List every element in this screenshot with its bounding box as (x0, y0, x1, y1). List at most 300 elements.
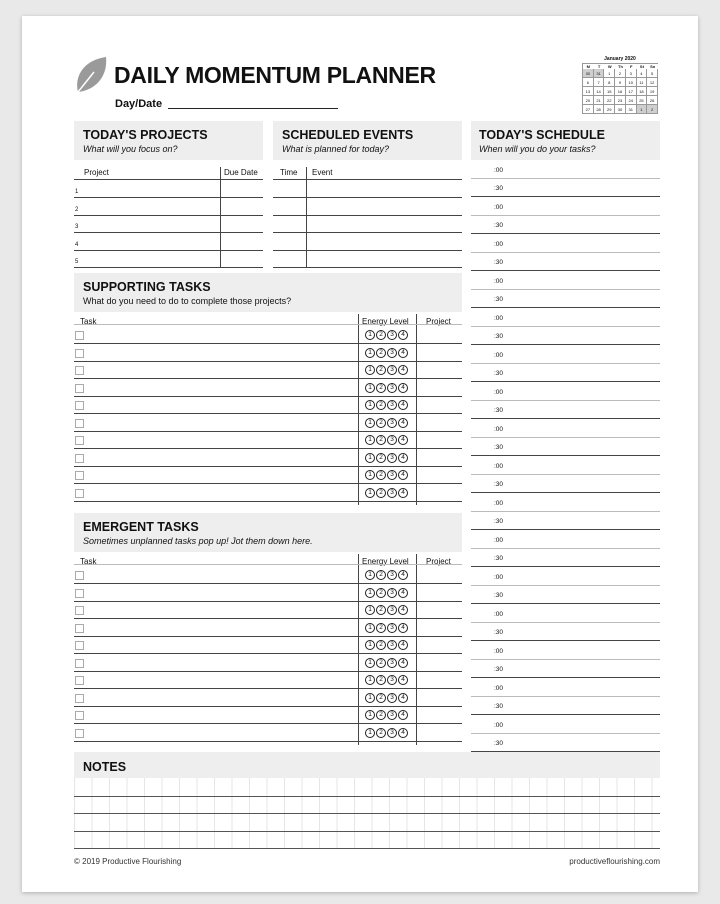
energy-level-option[interactable]: 2 (376, 623, 386, 633)
emergent-task-row[interactable] (74, 671, 462, 672)
schedule-header (471, 121, 660, 160)
emergent-task-row[interactable] (74, 636, 462, 637)
schedule-slot[interactable] (471, 733, 660, 734)
calendar-weekday: Th (618, 64, 623, 69)
energy-level-option[interactable]: 4 (398, 365, 408, 375)
schedule-slot-label: :00 (494, 648, 504, 655)
energy-level-option[interactable]: 3 (387, 400, 397, 410)
emergent-col-project: Project (426, 557, 451, 566)
energy-level-option[interactable]: 3 (387, 675, 397, 685)
energy-level-option[interactable]: 4 (398, 330, 408, 340)
project-row[interactable] (74, 267, 263, 268)
events-heading: SCHEDULED EVENTS (282, 128, 414, 142)
energy-level-selector[interactable] (365, 383, 408, 393)
energy-level-option[interactable]: 1 (365, 623, 375, 633)
emergent-col-task: Task (80, 557, 97, 566)
emergent-task-row[interactable] (74, 688, 462, 689)
notes-header (74, 752, 660, 778)
calendar-day: 30 (583, 69, 594, 78)
calendar-day: 12 (647, 78, 658, 87)
projects-header-line (74, 179, 263, 180)
energy-level-option[interactable]: 2 (376, 435, 386, 445)
emergent-task-row[interactable] (74, 583, 462, 584)
project-row[interactable] (74, 250, 263, 251)
calendar-day: 15 (604, 87, 615, 96)
emergent-task-checkbox[interactable] (75, 589, 84, 598)
project-row-number: 4 (75, 241, 79, 248)
schedule-slot[interactable] (471, 529, 660, 530)
supporting-task-checkbox[interactable] (75, 489, 84, 498)
project-row-number: 5 (75, 259, 79, 265)
emergent-task-row[interactable] (74, 706, 462, 707)
energy-level-option[interactable]: 2 (376, 693, 386, 703)
footer-website: productiveflourishing.com (569, 857, 660, 866)
col-project: Project (84, 168, 109, 177)
emergent-task-checkbox[interactable] (75, 659, 84, 668)
emergent-task-checkbox[interactable] (75, 711, 84, 720)
calendar-day: 17 (626, 87, 637, 96)
emergent-heading: EMERGENT TASKS (83, 520, 199, 534)
energy-level-option[interactable]: 1 (365, 488, 375, 498)
schedule-slot[interactable] (471, 474, 660, 475)
energy-level-option[interactable]: 2 (376, 710, 386, 720)
energy-level-option[interactable]: 4 (398, 453, 408, 463)
calendar-day: 5 (647, 69, 658, 78)
schedule-slot[interactable] (471, 289, 660, 290)
calendar-day: 24 (626, 96, 637, 105)
energy-level-option[interactable]: 1 (365, 383, 375, 393)
energy-level-option[interactable]: 1 (365, 348, 375, 358)
calendar-day: 3 (626, 69, 637, 78)
energy-level-option[interactable]: 3 (387, 693, 397, 703)
projects-header (74, 121, 263, 160)
energy-level-selector[interactable] (365, 658, 408, 668)
emergent-task-checkbox[interactable] (75, 641, 84, 650)
schedule-slot[interactable] (471, 418, 660, 419)
supporting-task-row[interactable] (74, 378, 462, 379)
energy-level-option[interactable]: 4 (398, 710, 408, 720)
calendar-day: 1 (604, 69, 615, 78)
emergent-col-energy: Energy Level (362, 557, 409, 566)
supporting-task-checkbox[interactable] (75, 436, 84, 445)
calendar-day: 25 (637, 96, 648, 105)
supporting-task-row[interactable] (74, 343, 462, 344)
supporting-col-task: Task (80, 317, 97, 326)
project-row-number: 3 (75, 224, 79, 230)
calendar-weekday: M (586, 64, 591, 69)
schedule-slot[interactable] (471, 603, 660, 604)
calendar-day: 11 (637, 78, 648, 87)
emergent-header (74, 513, 462, 552)
supporting-col-energy: Energy Level (362, 317, 409, 326)
projects-heading: TODAY'S PROJECTS (83, 128, 208, 142)
calendar-day: 14 (594, 87, 605, 96)
calendar-day: 2 (647, 105, 658, 114)
supporting-task-checkbox[interactable] (75, 349, 84, 358)
energy-level-option[interactable]: 4 (398, 488, 408, 498)
project-row[interactable] (74, 197, 263, 198)
energy-level-option[interactable]: 2 (376, 348, 386, 358)
schedule-slot-label: :30 (494, 628, 504, 636)
schedule-slot[interactable] (471, 585, 660, 586)
supporting-heading: SUPPORTING TASKS (83, 280, 211, 294)
energy-level-option[interactable]: 1 (365, 658, 375, 668)
energy-level-option[interactable]: 3 (387, 588, 397, 598)
schedule-slot[interactable] (471, 437, 660, 438)
event-row[interactable] (273, 267, 462, 268)
schedule-slot[interactable] (471, 178, 660, 179)
energy-level-option[interactable]: 1 (365, 605, 375, 615)
schedule-slot-label: :00 (494, 204, 504, 211)
energy-level-selector[interactable] (365, 418, 408, 428)
energy-level-option[interactable]: 4 (398, 348, 408, 358)
supporting-task-row[interactable] (74, 483, 462, 484)
footer-copyright: © 2019 Productive Flourishing (74, 857, 182, 866)
calendar-day: 23 (615, 96, 626, 105)
energy-level-selector[interactable] (365, 588, 408, 598)
event-row[interactable] (273, 232, 462, 233)
supporting-task-checkbox[interactable] (75, 471, 84, 480)
supporting-subheading: What do you need to do to complete those projects? (83, 296, 292, 306)
energy-level-option[interactable]: 1 (365, 693, 375, 703)
col-due-date: Due Date (224, 168, 258, 177)
energy-level-selector[interactable] (365, 710, 408, 720)
energy-level-option[interactable]: 2 (376, 640, 386, 650)
emergent-task-checkbox[interactable] (75, 694, 84, 703)
energy-level-option[interactable]: 2 (376, 658, 386, 668)
schedule-slot[interactable] (471, 400, 660, 401)
calendar-day: 27 (583, 105, 594, 114)
energy-level-option[interactable]: 1 (365, 640, 375, 650)
energy-level-selector[interactable] (365, 365, 408, 375)
calendar-day: 7 (594, 78, 605, 87)
emergent-task-row[interactable] (74, 618, 462, 619)
energy-level-option[interactable]: 4 (398, 640, 408, 650)
energy-level-option[interactable]: 3 (387, 418, 397, 428)
schedule-slot-label: :00 (494, 463, 504, 470)
events-header-line (273, 179, 462, 180)
schedule-slot-label: :00 (494, 611, 504, 618)
events-subheading: What is planned for today? (282, 144, 390, 154)
energy-level-selector[interactable] (365, 330, 408, 340)
energy-level-option[interactable]: 1 (365, 330, 375, 340)
schedule-slot[interactable] (471, 492, 660, 493)
schedule-slot-label: :30 (494, 480, 504, 488)
notes-line (74, 831, 660, 832)
calendar-day: 10 (626, 78, 637, 87)
energy-level-option[interactable]: 3 (387, 728, 397, 738)
supporting-task-row[interactable] (74, 413, 462, 414)
energy-level-option[interactable]: 3 (387, 710, 397, 720)
energy-level-option[interactable]: 3 (387, 605, 397, 615)
supporting-task-row[interactable] (74, 396, 462, 397)
notes-heading: NOTES (83, 760, 127, 774)
energy-level-option[interactable]: 3 (387, 623, 397, 633)
emergent-task-checkbox[interactable] (75, 606, 84, 615)
energy-level-option[interactable]: 3 (387, 488, 397, 498)
col-event: Event (312, 168, 333, 177)
schedule-slot[interactable] (471, 270, 660, 271)
schedule-slot-label: :00 (494, 426, 504, 433)
calendar-weekday: W (607, 64, 612, 69)
energy-level-option[interactable]: 1 (365, 675, 375, 685)
leaf-icon (72, 54, 110, 96)
energy-level-option[interactable]: 4 (398, 435, 408, 445)
schedule-slot-label: :30 (494, 517, 504, 525)
emergent-task-row[interactable] (74, 723, 462, 724)
schedule-slot-label: :00 (494, 537, 504, 544)
schedule-slot[interactable] (471, 233, 660, 234)
schedule-slot-label: :30 (494, 332, 504, 340)
calendar-weekday: Sn (650, 64, 656, 69)
energy-level-option[interactable]: 2 (376, 453, 386, 463)
schedule-slot[interactable] (471, 566, 660, 567)
energy-level-selector[interactable] (365, 728, 408, 738)
energy-level-option[interactable]: 1 (365, 400, 375, 410)
calendar-weekday: F (629, 64, 633, 69)
event-row[interactable] (273, 197, 462, 198)
schedule-slot[interactable] (471, 659, 660, 660)
supporting-task-checkbox[interactable] (75, 419, 84, 428)
energy-level-selector[interactable] (365, 400, 408, 410)
schedule-slot[interactable] (471, 511, 660, 512)
energy-level-option[interactable]: 4 (398, 675, 408, 685)
calendar-weekday: T (597, 64, 601, 69)
energy-level-selector[interactable] (365, 675, 408, 685)
day-date-field[interactable] (168, 108, 338, 109)
calendar-day: 21 (594, 96, 605, 105)
supporting-task-row[interactable] (74, 448, 462, 449)
energy-level-selector[interactable] (365, 605, 408, 615)
energy-level-selector[interactable] (365, 693, 408, 703)
energy-level-option[interactable]: 1 (365, 728, 375, 738)
supporting-task-row[interactable] (74, 501, 462, 502)
energy-level-option[interactable]: 2 (376, 400, 386, 410)
energy-level-option[interactable]: 3 (387, 570, 397, 580)
energy-level-selector[interactable] (365, 348, 408, 358)
mini-calendar (582, 56, 658, 114)
energy-level-option[interactable]: 3 (387, 658, 397, 668)
schedule-slot[interactable] (471, 548, 660, 549)
energy-level-option[interactable]: 2 (376, 728, 386, 738)
supporting-task-row[interactable] (74, 466, 462, 467)
event-row[interactable] (273, 215, 462, 216)
project-row-number: 1 (75, 189, 79, 195)
project-row[interactable] (74, 215, 263, 216)
energy-level-selector[interactable] (365, 453, 408, 463)
energy-level-option[interactable]: 4 (398, 588, 408, 598)
energy-level-option[interactable]: 4 (398, 693, 408, 703)
energy-level-option[interactable]: 4 (398, 605, 408, 615)
energy-level-option[interactable]: 2 (376, 383, 386, 393)
calendar-day: 28 (594, 105, 605, 114)
schedule-slot-label: :30 (494, 295, 504, 303)
schedule-slot[interactable] (471, 363, 660, 364)
energy-level-option[interactable]: 4 (398, 658, 408, 668)
calendar-title: January 2020 (604, 56, 636, 62)
emergent-task-checkbox[interactable] (75, 624, 84, 633)
project-row[interactable] (74, 232, 263, 233)
energy-level-option[interactable]: 3 (387, 640, 397, 650)
schedule-slot-label: :00 (494, 241, 504, 248)
calendar-day: 18 (637, 87, 648, 96)
calendar-day: 9 (615, 78, 626, 87)
schedule-slot-label: :30 (494, 665, 504, 673)
energy-level-option[interactable]: 2 (376, 588, 386, 598)
events-header (273, 121, 462, 160)
schedule-slot-label: :00 (494, 389, 504, 396)
supporting-task-row[interactable] (74, 431, 462, 432)
calendar-day: 30 (615, 105, 626, 114)
energy-level-option[interactable]: 4 (398, 728, 408, 738)
emergent-task-row[interactable] (74, 653, 462, 654)
supporting-task-checkbox[interactable] (75, 331, 84, 340)
energy-level-option[interactable]: 2 (376, 418, 386, 428)
calendar-grid (582, 63, 658, 114)
energy-level-selector[interactable] (365, 488, 408, 498)
calendar-day: 19 (647, 87, 658, 96)
energy-level-option[interactable]: 3 (387, 330, 397, 340)
schedule-slot-label: :30 (494, 554, 504, 562)
schedule-slot[interactable] (471, 326, 660, 327)
supporting-task-row[interactable] (74, 361, 462, 362)
projects-subheading: What will you focus on? (83, 144, 178, 154)
energy-level-option[interactable]: 1 (365, 588, 375, 598)
energy-level-option[interactable]: 4 (398, 570, 408, 580)
energy-level-option[interactable]: 3 (387, 348, 397, 358)
supporting-header (74, 273, 462, 312)
notes-line (74, 796, 660, 797)
emergent-task-header-line (74, 564, 462, 565)
energy-level-option[interactable]: 2 (376, 488, 386, 498)
energy-level-option[interactable]: 3 (387, 383, 397, 393)
events-divider (306, 167, 307, 268)
col-time: Time (280, 168, 298, 177)
schedule-subheading: When will you do your tasks? (479, 144, 596, 154)
day-date-label: Day/Date (115, 98, 163, 110)
schedule-slot-label: :30 (494, 591, 504, 599)
schedule-slot[interactable] (471, 252, 660, 253)
energy-level-option[interactable]: 1 (365, 570, 375, 580)
calendar-day: 13 (583, 87, 594, 96)
calendar-day: 1 (637, 105, 648, 114)
schedule-slot-label: :00 (494, 352, 504, 359)
energy-level-selector[interactable] (365, 470, 408, 480)
energy-level-option[interactable]: 4 (398, 400, 408, 410)
calendar-day: 31 (594, 69, 605, 78)
schedule-slot[interactable] (471, 455, 660, 456)
project-row-number: 2 (75, 206, 79, 213)
schedule-slot[interactable] (471, 307, 660, 308)
schedule-slot[interactable] (471, 344, 660, 345)
energy-level-option[interactable]: 1 (365, 453, 375, 463)
energy-level-option[interactable]: 1 (365, 710, 375, 720)
calendar-day: 31 (626, 105, 637, 114)
schedule-slot-label: :00 (494, 167, 504, 174)
schedule-slot-label: :00 (494, 722, 504, 729)
energy-level-option[interactable]: 3 (387, 365, 397, 375)
schedule-slot[interactable] (471, 714, 660, 715)
emergent-task-checkbox[interactable] (75, 729, 84, 738)
energy-level-option[interactable]: 4 (398, 470, 408, 480)
calendar-day: 2 (615, 69, 626, 78)
calendar-day: 26 (647, 96, 658, 105)
supporting-task-header-line (74, 324, 462, 325)
calendar-day: 22 (604, 96, 615, 105)
energy-level-option[interactable]: 1 (365, 435, 375, 445)
schedule-slot-label: :00 (494, 574, 504, 581)
emergent-task-checkbox[interactable] (75, 676, 84, 685)
supporting-task-checkbox[interactable] (75, 454, 84, 463)
energy-level-option[interactable]: 2 (376, 470, 386, 480)
projects-divider (220, 167, 221, 268)
schedule-slot-label: :30 (494, 406, 504, 414)
energy-level-option[interactable]: 3 (387, 453, 397, 463)
schedule-slot-label: :30 (494, 258, 504, 266)
supporting-task-checkbox[interactable] (75, 384, 84, 393)
energy-level-option[interactable]: 4 (398, 623, 408, 633)
emergent-task-checkbox[interactable] (75, 571, 84, 580)
calendar-day: 16 (615, 87, 626, 96)
energy-level-option[interactable]: 3 (387, 435, 397, 445)
energy-level-selector[interactable] (365, 435, 408, 445)
schedule-slot[interactable] (471, 677, 660, 678)
energy-level-option[interactable]: 3 (387, 470, 397, 480)
emergent-task-row[interactable] (74, 741, 462, 742)
emergent-task-row[interactable] (74, 601, 462, 602)
energy-level-option[interactable]: 1 (365, 418, 375, 428)
energy-level-option[interactable]: 2 (376, 675, 386, 685)
calendar-day: 20 (583, 96, 594, 105)
energy-level-option[interactable]: 4 (398, 418, 408, 428)
schedule-slot-label: :00 (494, 685, 504, 692)
schedule-slot[interactable] (471, 696, 660, 697)
supporting-col-project: Project (426, 317, 451, 326)
energy-level-option[interactable]: 2 (376, 365, 386, 375)
energy-level-option[interactable]: 2 (376, 605, 386, 615)
calendar-weekday: St (639, 64, 644, 69)
energy-level-selector[interactable] (365, 640, 408, 650)
notes-line (74, 813, 660, 814)
event-row[interactable] (273, 250, 462, 251)
page-title: DAILY MOMENTUM PLANNER (114, 62, 436, 88)
supporting-task-checkbox[interactable] (75, 401, 84, 410)
schedule-slot-label: :00 (494, 500, 504, 507)
schedule-slot-label: :00 (494, 315, 504, 322)
schedule-slot-label: :30 (494, 369, 504, 377)
energy-level-option[interactable]: 2 (376, 570, 386, 580)
schedule-slot[interactable] (471, 381, 660, 382)
schedule-slot-label: :00 (494, 278, 504, 285)
schedule-slot-label: :30 (494, 443, 504, 451)
energy-level-option[interactable]: 1 (365, 365, 375, 375)
schedule-slot-label: :30 (494, 702, 504, 710)
schedule-slot[interactable] (471, 640, 660, 641)
schedule-slot[interactable] (471, 622, 660, 623)
energy-level-option[interactable]: 1 (365, 470, 375, 480)
energy-level-selector[interactable] (365, 570, 408, 580)
calendar-day: 8 (604, 78, 615, 87)
energy-level-option[interactable]: 4 (398, 383, 408, 393)
energy-level-selector[interactable] (365, 623, 408, 633)
schedule-slot[interactable] (471, 215, 660, 216)
supporting-task-checkbox[interactable] (75, 366, 84, 375)
schedule-slot[interactable] (471, 196, 660, 197)
notes-line (74, 848, 660, 849)
energy-level-option[interactable]: 2 (376, 330, 386, 340)
calendar-day: 29 (604, 105, 615, 114)
schedule-heading: TODAY'S SCHEDULE (479, 128, 605, 142)
